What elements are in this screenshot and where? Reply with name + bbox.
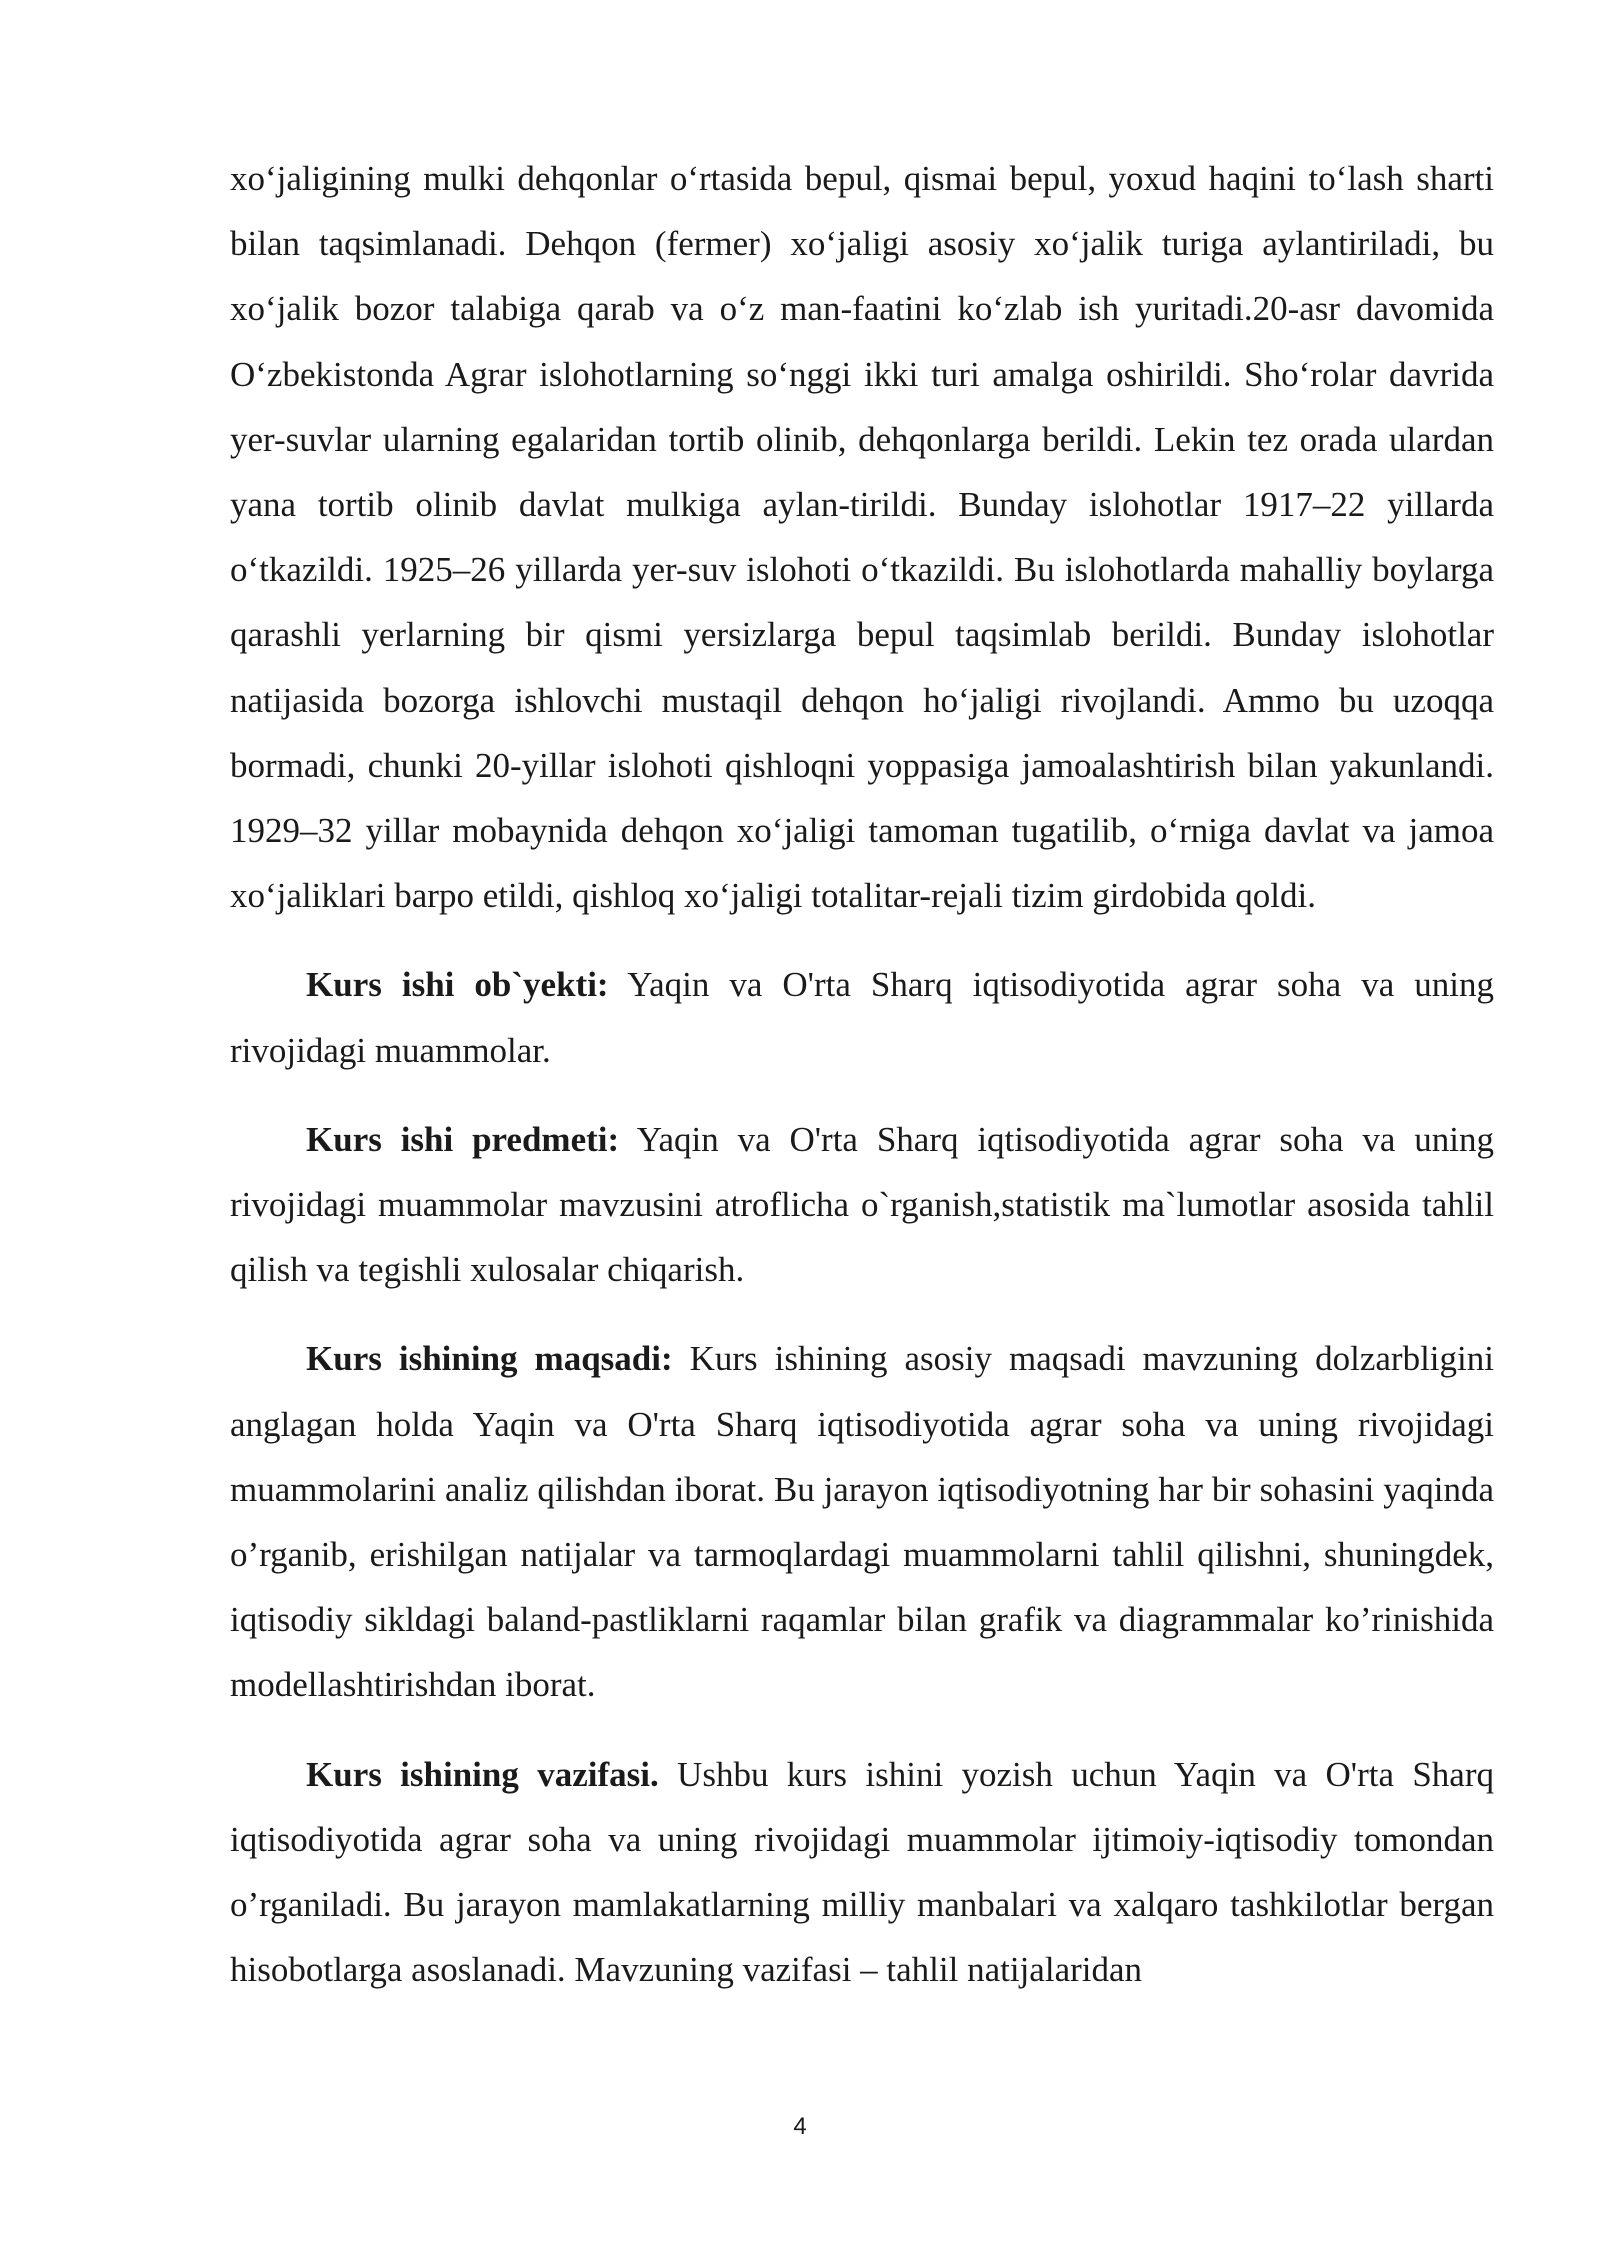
section-task-paragraph: [230, 1742, 1494, 2003]
section-subject-paragraph: [230, 1107, 1494, 1303]
intro-paragraph: xo‘jaligining mulki dehqonlar o‘rtasida bepul, qismai bepul, yoxud haqini to‘lash sharti bilan taqsimlanadi. Dehqon (fermer) xo‘jaligi asosiy xo‘jalik turiga aylantiriladi, bu xo‘jalik bozor talabiga qarab va o‘z man-faatini ko‘zlab ish yuritadi.20-asr davomida O‘zbekistonda Agrar islohotlarning so‘nggi ikki turi amalga oshirildi. Sho‘rolar davrida yer-suvlar ularning egalaridan tortib olinib, dehqonlarga berildi. Lekin tez orada ulardan yana tortib olinib davlat mulkiga aylan-tirildi. Bunday islohotlar 1917–22 yillarda o‘tkazildi. 1925–26 yillarda yer-suv islohoti o‘tkazildi. Bu islohotlarda mahalliy boylarga qarashli yerlarning bir qismi yersizlarga bepul taqsimlab berildi. Bunday islohotlar natijasida bozorga ishlovchi mustaqil dehqon ho‘jaligi rivojlandi. Ammo bu uzoqqa bormadi, chunki 20-yillar islohoti qishloqni yoppasiga jamoalashtirish bilan yakunlandi. 1929–32 yillar mobaynida dehqon xo‘jaligi tamoman tugatilib, o‘rniga davlat va jamoa xo‘jaliklari barpo etildi, qishloq xo‘jaligi totalitar-rejali tizim girdobida qoldi.: [230, 159, 1494, 916]
section-task-text: Ushbu kurs ishini yozish uchun Yaqin va O'rta Sharq iqtisodiyotida agrar soha va uning rivojidagi muammolar ijtimoiy-iqtisodiy tomondan o’rganiladi. Bu jarayon mamlakatlarning milliy manbalari va xalqaro tashkilotlar bergan hisobotlarga asoslanadi. Mavzuning vazifasi – tahlil natijalaridan: [230, 1754, 1494, 1990]
section-goal-paragraph: [230, 1326, 1494, 1717]
section-subject-text: Yaqin va O'rta Sharq iqtisodiyotida agrar soha va uning rivojidagi muammolar mavzusini atroflicha o`rganish,statistik ma`lumotlar asosida tahlil qilish va tegishli xulosalar chiqarish.: [230, 1119, 1494, 1290]
section-goal-heading: Kurs ishining maqsadi:: [306, 1339, 673, 1379]
page-body: [230, 146, 1494, 2002]
section-object-heading: Kurs ishi ob`yekti:: [306, 965, 609, 1005]
section-goal-text: Kurs ishining asosiy maqsadi mavzuning dolzarbligini anglagan holda Yaqin va O'rta Sharq iqtisodiyotida agrar soha va uning rivojidagi muammolarini analiz qilishdan iborat. Bu jarayon iqtisodiyotning har bir sohasini yaqinda o’rganib, erishilgan natijalar va tarmoqlardagi muammolarni tahlil qilishni, shuningdek, iqtisodiy sikldagi baland-pastliklarni raqamlar bilan grafik va diagrammalar ko’rinishida modellashtirishdan iborat.: [230, 1339, 1494, 1705]
section-task-heading: Kurs ishining vazifasi.: [306, 1754, 659, 1794]
section-object-paragraph: [230, 952, 1494, 1082]
section-subject-heading: Kurs ishi predmeti:: [306, 1119, 620, 1159]
page-number: 4: [793, 2113, 807, 2140]
section-object-text: Yaqin va O'rta Sharq iqtisodiyotida agrar soha va uning rivojidagi muammolar.: [230, 965, 1494, 1070]
